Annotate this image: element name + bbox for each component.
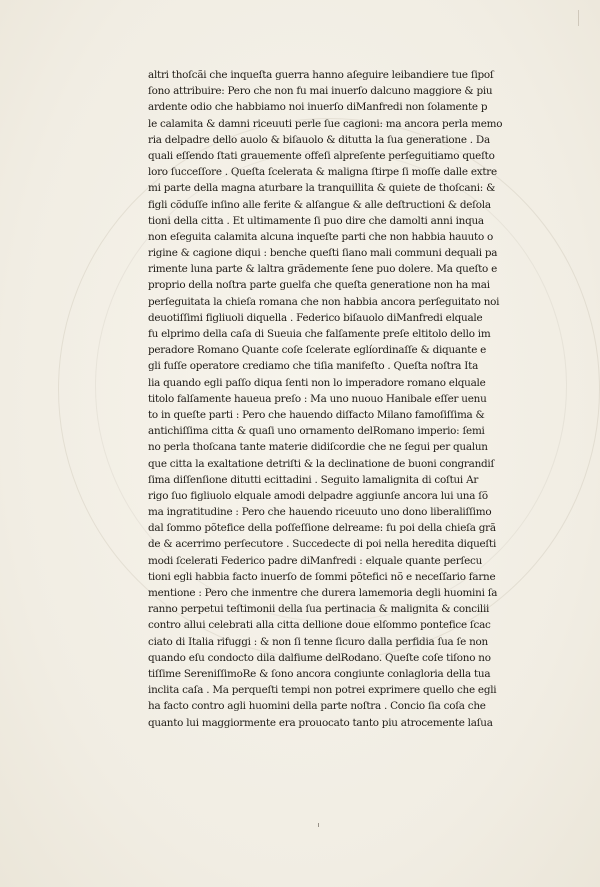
text-line: to in queſte parti : Pero che hauendo diſfacto Milano famoſiſſima &	[148, 408, 485, 421]
text-line: quali eſſendo ſtati grauemente offeſi alpreſente perſeguitiamo queſto	[148, 149, 495, 162]
text-line: proprio della noſtra parte guelfa che queſta generatione non ha mai	[148, 279, 490, 292]
text-line: tioni della citta . Et ultimamente ſi puo dire che damolti anni inqua	[148, 214, 484, 227]
text-line: ciato di Italia rifuggi : & non ſi tenne ſicuro dalla perfidia ſua ſe non	[148, 635, 488, 648]
text-line: rigine & cagione diqui : benche queſti ſiano mali communi dequali pa	[148, 247, 498, 260]
text-line: contro allui celebrati alla citta dellione doue elſommo pontefice ſcac	[148, 619, 491, 632]
text-line: peradore Romano Quante coſe ſcelerate eglíordinaſſe & diquante e	[148, 344, 487, 357]
text-line: deuotiſſimi figliuoli diquella . Federico biſauolo diManfredi elquale	[148, 311, 483, 324]
text-line: figli cõduſſe inſino alle ferite & alſangue & alle deſtructioni & deſola	[148, 198, 491, 211]
text-line: quando eſu condocto dila dalfiume delRodano. Queſte coſe tiſono no	[148, 651, 491, 664]
text-line: mi parte della magna aturbare la tranquillita & quiete de thoſcani: &	[148, 182, 496, 195]
text-line: ria delpadre dello auolo & biſauolo & ditutta la ſua generatione . Da	[148, 133, 490, 146]
text-line: le calamita & damni riceuuti perle ſue cagioni: ma ancora perla memo	[148, 117, 503, 130]
text-line: ma ingratitudine : Pero che hauendo riceuuto uno dono liberaliſſimo	[148, 506, 492, 519]
text-line: antichiſſima citta & quaſi uno ornamento delRomano imperio: ſemi	[148, 425, 485, 438]
text-line: inclita caſa . Ma perqueſti tempi non potrei exprimere quello che egli	[148, 684, 497, 697]
text-line: perſeguitata la chieſa romana che non habbia ancora perſeguitato noi	[148, 295, 500, 308]
bottom-tick-mark	[318, 823, 319, 827]
text-column	[148, 67, 568, 731]
text-line: ardente odio che habbiamo noi inuerſo diManfredi non ſolamente p	[148, 101, 488, 114]
text-line: ha facto contro agli huomini della parte noſtra . Concio ſia coſa che	[148, 700, 486, 713]
text-line: ſono attribuire: Pero che non fu mai inuerſo dalcuno maggiore & piu	[148, 85, 493, 98]
corner-mark	[578, 10, 579, 26]
text-line: lia quando egli paſſo diqua ſenti non lo imperadore romano elquale	[148, 376, 486, 389]
text-line: gli fuſſe operatore crediamo che tiſia manifeſto . Queſta noſtra Ita	[148, 360, 479, 373]
text-line: non eſeguita calamita alcuna inqueſte parti che non habbia hauuto o	[148, 230, 494, 243]
text-line: quanto lui maggiormente era prouocato tanto piu atrocemente laſua	[148, 716, 493, 729]
text-line: ſima diſſenſione ditutti ecittadini . Seguito lamalignita di coſtui Ar	[148, 473, 479, 486]
text-line: mentione : Pero che inmentre che durera lamemoria degli huomini ſa	[148, 587, 498, 599]
text-line: dal ſommo põtefice della poſſeſſione delreame: fu poi della chieſa grã	[148, 522, 496, 535]
text-line: tiſſime SereniſſimoRe & ſono ancora congiunte conlagloria della tua	[148, 667, 491, 680]
text-line: titolo falſamente haueua preſo : Ma uno nuouo Hanibale eſſer uenu	[148, 392, 487, 405]
text-line: rimente luna parte & laltra grãdemente ſene puo dolere. Ma queſto e	[148, 263, 497, 276]
text-line: loro ſucceſſore . Queſta ſcelerata & maligna ſtirpe ſi moſſe dalle extre	[148, 166, 497, 179]
text-line: fu elprimo della caſa di Sueuia che falſamente preſe eltitolo dello im	[148, 328, 491, 340]
text-line: tioni egli habbia facto inuerſo de ſommi põtefici nõ e neceſſario farne	[148, 570, 496, 583]
text-line: que citta la exaltatione detriſti & la declinatione de buoni congrandiſ	[148, 457, 495, 470]
text-line: modi ſcelerati Federico padre diManfredi : elquale quante perſecu	[148, 554, 483, 567]
text-line: ranno perpetui teſtimonii della ſua pertinacia & malignita & concilii	[148, 603, 490, 616]
text-line: no perla thoſcana tante materie didiſcordie che ne ſegui per qualun	[148, 441, 488, 454]
text-line: altri thoſcãi che inqueſta guerra hanno aſeguire leibandiere tue ſipoſ	[148, 69, 494, 81]
text-line: de & acerrimo perſecutore . Succedecte di poi nella heredita diqueſti	[148, 538, 497, 551]
text-line: rigo ſuo figliuolo elquale amodi delpadre aggiunſe ancora lui una ſõ	[148, 489, 488, 502]
